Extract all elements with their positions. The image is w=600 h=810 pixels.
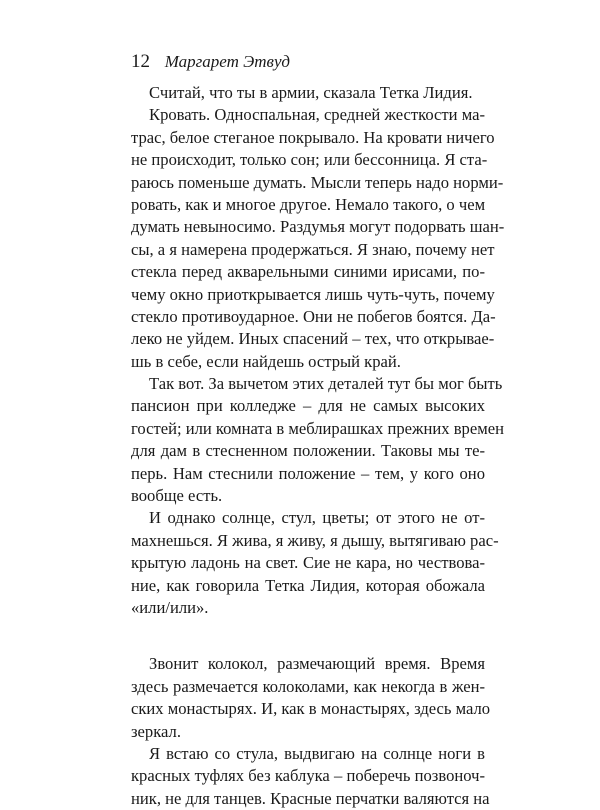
section-break bbox=[131, 619, 485, 653]
text-line: стекла перед акварельными синими ирисами, по- bbox=[131, 262, 485, 282]
text-line: И однако солнце, стул, цветы; от этого не от- bbox=[149, 508, 485, 528]
text-line: ние, как говорила Тетка Лидия, которая обожала bbox=[131, 575, 485, 595]
text-line: здесь размечается колоколами, как некогда в жен- bbox=[131, 676, 485, 696]
text-line: Так вот. За вычетом этих деталей тут бы мог быть bbox=[149, 374, 503, 394]
running-head-author: Маргарет Этвуд bbox=[164, 52, 291, 71]
running-head bbox=[131, 50, 290, 74]
text-line: махнешься. Я жива, я живу, я дышу, вытягиваю рас- bbox=[131, 530, 499, 550]
text-line: пансион при колледже – для не самых высоких bbox=[131, 396, 485, 416]
text-line: трас, белое стеганое покрывало. На кровати ничего bbox=[131, 127, 495, 147]
text-line: Звонит колокол, размечающий время. Время bbox=[149, 654, 485, 674]
text-section-1 bbox=[131, 82, 505, 619]
text-line: думать невыносимо. Раздумья могут подорвать шан- bbox=[131, 217, 505, 237]
text-line: гостей; или комната в меблирашках прежних времен bbox=[131, 418, 504, 438]
text-line: красных туфлях без каблука – поберечь позвоноч- bbox=[131, 766, 485, 786]
text-line: ровать, как и многое другое. Немало такого, о чем bbox=[131, 194, 486, 214]
text-line: крытую ладонь на свет. Сие не кара, но чествова- bbox=[131, 553, 485, 573]
text-line: леко не уйдем. Иных спасений – тех, что открывае- bbox=[131, 329, 495, 349]
page-number: 12 bbox=[131, 51, 150, 72]
text-line: зеркал. bbox=[131, 721, 181, 741]
text-line: вообще есть. bbox=[131, 486, 223, 506]
text-line: перь. Нам стеснили положение – тем, у кого оно bbox=[131, 463, 485, 483]
text-line: шь в себе, если найдешь острый край. bbox=[131, 351, 401, 371]
text-line: не происходит, только сон; или бессонница. Я ста- bbox=[131, 150, 488, 170]
text-line: для дам в стесненном положении. Таковы мы те- bbox=[131, 441, 485, 461]
text-line: ник, не для танцев. Красные перчатки валяются на bbox=[131, 788, 490, 808]
text-line: чему окно приоткрывается лишь чуть-чуть, почему bbox=[131, 284, 495, 304]
text-line: Считай, что ты в армии, сказала Тетка Лидия. bbox=[149, 83, 473, 102]
text-line: Я встаю со стула, выдвигаю на солнце ноги в bbox=[149, 743, 485, 763]
body-text bbox=[131, 82, 505, 810]
text-line: ских монастырях. И, как в монастырях, здесь мало bbox=[131, 699, 491, 719]
text-line: сы, а я намерена продержаться. Я знаю, почему нет bbox=[131, 239, 495, 259]
text-line: стекло противоударное. Они не побегов боятся. Да- bbox=[131, 306, 496, 326]
text-line: Кровать. Односпальная, средней жесткости ма- bbox=[149, 105, 485, 125]
text-line: раюсь поменьше думать. Мысли теперь надо норми- bbox=[131, 172, 504, 192]
text-section-2 bbox=[131, 653, 491, 810]
text-line: «или/или». bbox=[131, 597, 209, 617]
